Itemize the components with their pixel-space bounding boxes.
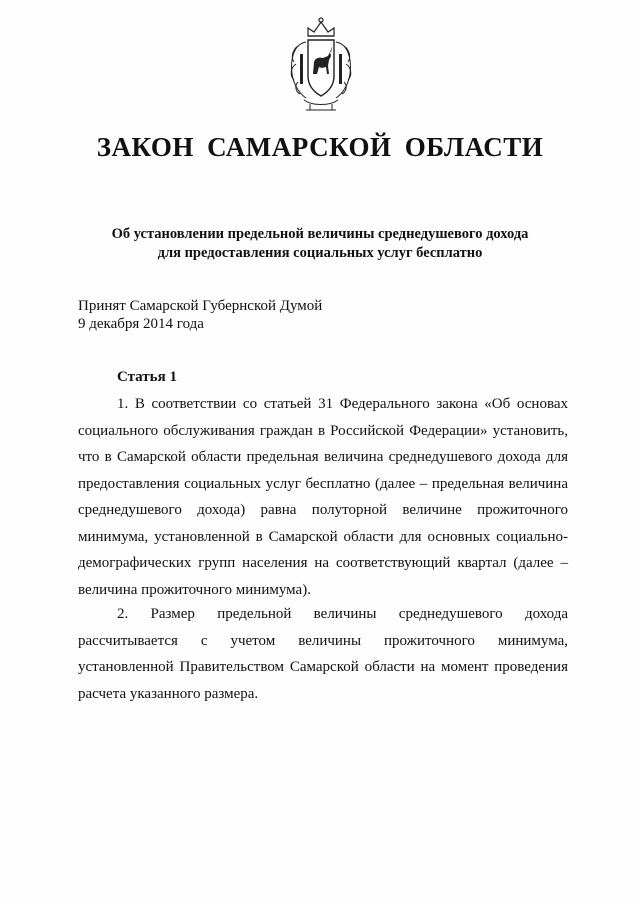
article-heading: Статья 1 (117, 369, 177, 385)
samara-coat-of-arms-icon (286, 14, 356, 114)
adoption-date: 9 декабря 2014 года (78, 316, 204, 332)
paragraph-2-text: 2. Размер предельной величины среднедушевого дохода рассчитывается с учетом величины прожиточного минимума, установленной Правительством Самарской области на момент проведения расчета указанного размера. (78, 606, 568, 702)
article-paragraph-1 (78, 391, 568, 603)
subtitle-line-1: Об установлении предельной величины среднедушевого дохода (111, 226, 529, 242)
law-title: ЗАКОН САМАРСКОЙ ОБЛАСТИ (96, 132, 544, 162)
paragraph-1-text: 1. В соответствии со статьей 31 Федерального закона «Об основах социального обслуживания граждан в Российской Федерации» установить, что в Самарской области предельная величина среднедушевого дохода для предоставления социальных услуг бесплатно (далее – предельная величина среднедушевого дохода) равна полуторной величине прожиточного минимума, установленной в Самарской области для основных социально-демографических групп населения на соответствующий квартал (далее – величина прожиточного минимума). (78, 396, 568, 598)
subtitle-line-2: для предоставления социальных услуг бесплатно (157, 245, 483, 261)
adopted-by: Принят Самарской Губернской Думой (78, 298, 323, 314)
article-paragraph-2 (78, 601, 568, 707)
adoption-info (78, 297, 322, 333)
law-subtitle (60, 225, 580, 263)
